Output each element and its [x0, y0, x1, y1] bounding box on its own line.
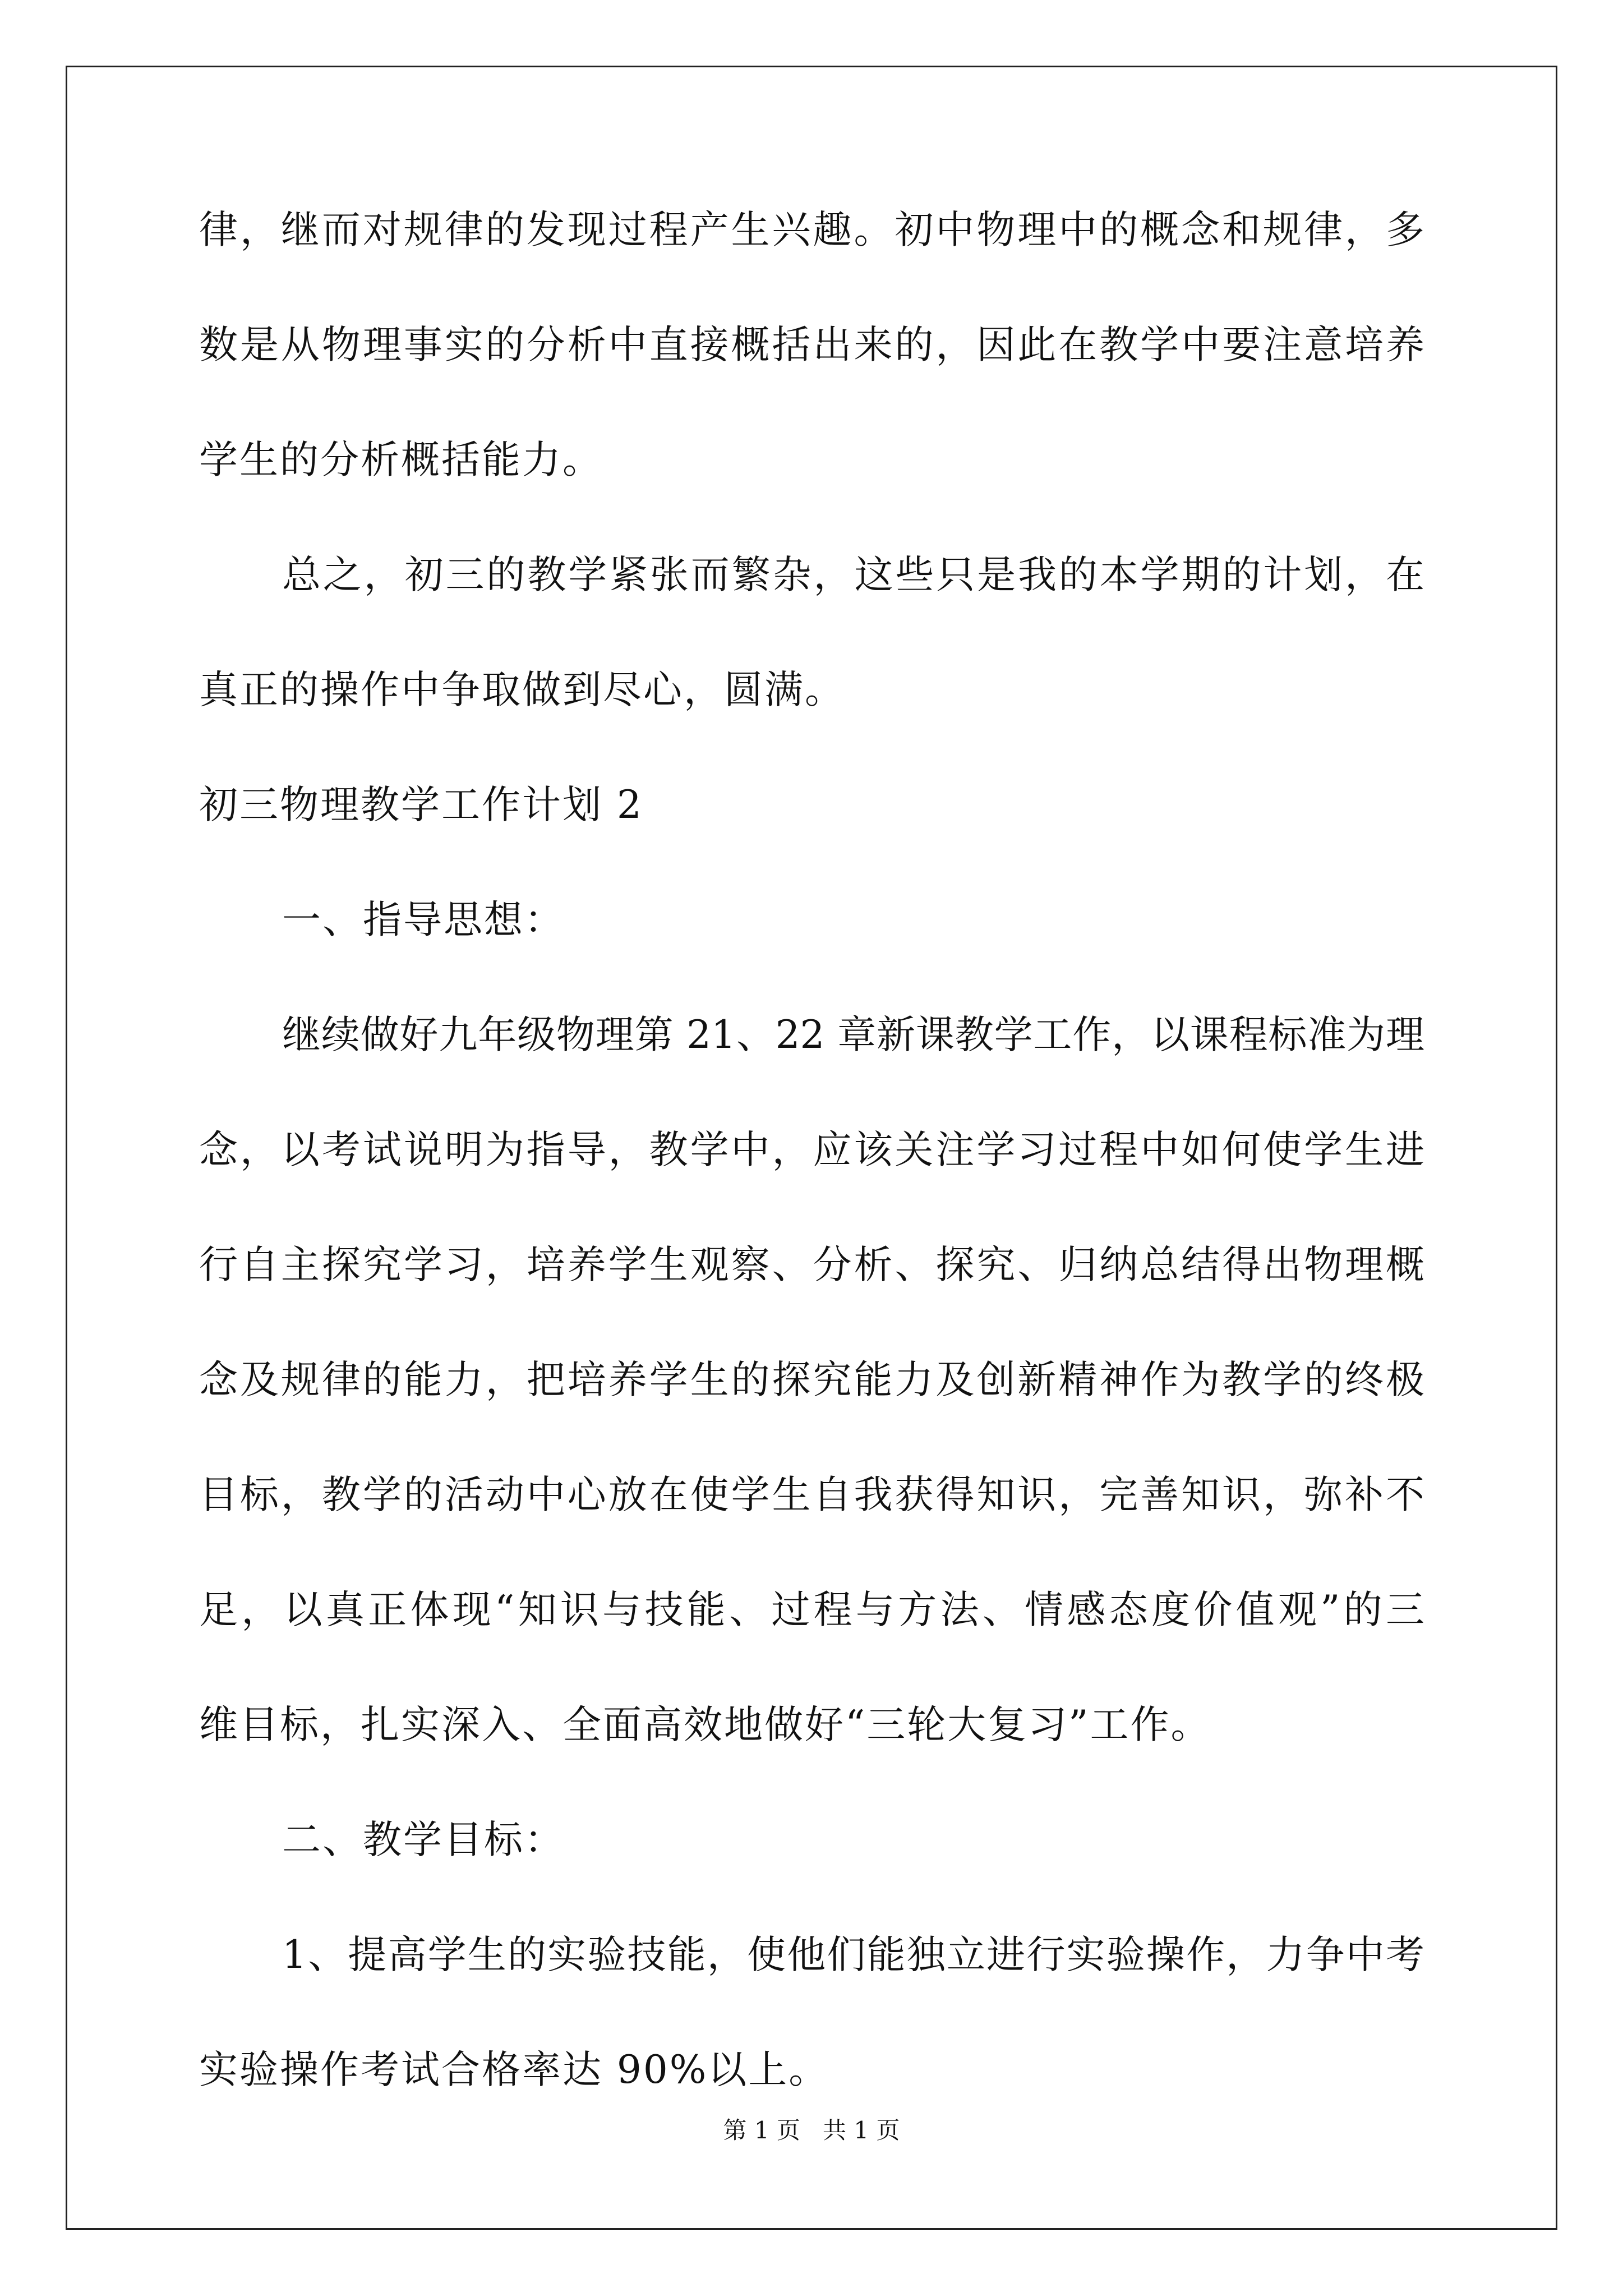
section-heading: 二、教学目标： — [282, 1818, 565, 1862]
paragraph-line: 维目标，扎实深入、全面高效地做好“三轮大复习”工作。 — [199, 1703, 1211, 1747]
paragraph-line: 实验操作考试合格率达 90%以上。 — [199, 2047, 829, 2092]
page-number: 第 1 页 共 1 页 — [723, 2116, 900, 2144]
paragraph-line: 目标，教学的活动中心放在使学生自我获得知识，完善知识，弥补不 — [199, 1473, 1424, 1517]
paragraph-line: 足，以真正体现“知识与技能、过程与方法、情感态度价值观”的三 — [199, 1588, 1424, 1632]
paragraph-line: 律，继而对规律的发现过程产生兴趣。初中物理中的概念和规律，多 — [199, 208, 1424, 252]
paragraph-line: 行自主探究学习，培养学生观察、分析、探究、归纳总结得出物理概 — [199, 1243, 1424, 1287]
paragraph-line: 继续做好九年级物理第 21、22 章新课教学工作，以课程标准为理 — [282, 1013, 1424, 1057]
paragraph-line: 数是从物理事实的分析中直接概括出来的，因此在教学中要注意培养 — [199, 323, 1424, 367]
paragraph-line: 总之，初三的教学紧张而繁杂，这些只是我的本学期的计划，在 — [282, 553, 1424, 597]
section-heading: 一、指导思想： — [282, 898, 565, 942]
paragraph-line: 念及规律的能力，把培养学生的探究能力及创新精神作为教学的终极 — [199, 1358, 1424, 1402]
paragraph-line: 学生的分析概括能力。 — [199, 438, 603, 482]
paragraph-line: 真正的操作中争取做到尽心，圆满。 — [199, 668, 845, 712]
section-title: 初三物理教学工作计划 2 — [199, 783, 643, 827]
paragraph-line: 念，以考试说明为指导，教学中，应该关注学习过程中如何使学生进 — [199, 1128, 1424, 1172]
paragraph-line: 1、提高学生的实验技能，使他们能独立进行实验操作，力争中考 — [282, 1932, 1424, 1977]
